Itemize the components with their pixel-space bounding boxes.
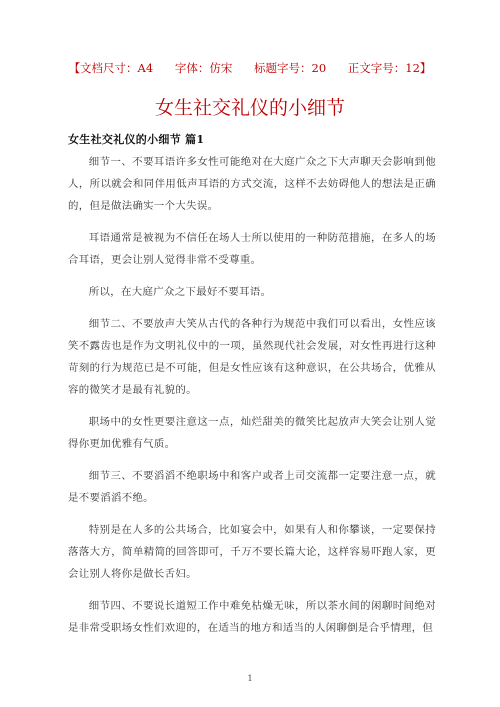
paragraph: 细节二、不要放声大笑从古代的各种行为规范中我们可以看出，女性应该笑不露齿也是作为文明礼仪中的一项，虽然现代社会发展，对女性再进行这种苛刻的行为规范已是不可能，但是女性应该有这种意识，在公共场合，优雅从容的微笑才是最有礼貌的。 <box>68 318 436 396</box>
page-title: 女生社交礼仪的小细节 <box>154 97 345 119</box>
document-meta-line <box>0 60 500 76</box>
paragraph: 职场中的女性更要注意这一点，灿烂甜美的微笑比起放声大笑会让别人觉得你更加优雅有气质。 <box>68 416 436 450</box>
section-subtitle: 女生社交礼仪的小细节 篇1 <box>68 133 205 146</box>
meta-doc-size: 【文档尺寸：A4 <box>68 61 154 75</box>
page-number: 1 <box>247 674 253 683</box>
meta-title-size: 标题字号：20 <box>254 61 327 75</box>
meta-body-size: 正文字号：12】 <box>347 61 432 75</box>
article-body <box>68 151 436 649</box>
paragraph: 耳语通常是被视为不信任在场人士所以使用的一种防范措施，在多人的场合耳语，更会让别人觉得非常不受尊重。 <box>68 232 436 266</box>
paragraph: 所以，在大庭广众之下最好不要耳语。 <box>88 286 272 298</box>
paragraph: 细节一、不要耳语许多女性可能绝对在大庭广众之下大声聊天会影响到他人，所以就会和同伴用低声耳语的方式交流，这样不去妨碍他人的想法是正确的，但是做法确实一个大失误。 <box>68 156 436 212</box>
meta-font: 字体：仿宋 <box>174 61 233 75</box>
paragraph: 细节四、不要说长道短工作中难免枯燥无味，所以茶水间的闲聊时间绝对是非常受职场女性们欢迎的，在适当的地方和适当的人闲聊倒是合乎情理，但 <box>68 600 436 634</box>
paragraph: 细节三、不要滔滔不绝职场中和客户或者上司交流都一定要注意一点，就是不要滔滔不绝。 <box>68 470 436 504</box>
paragraph: 特别是在人多的公共场合，比如宴会中，如果有人和你攀谈，一定要保持落落大方，简单精简的回答即可，千万不要长篇大论，这样容易吓跑人家，更会让别人将你是做长舌妇。 <box>68 524 436 580</box>
